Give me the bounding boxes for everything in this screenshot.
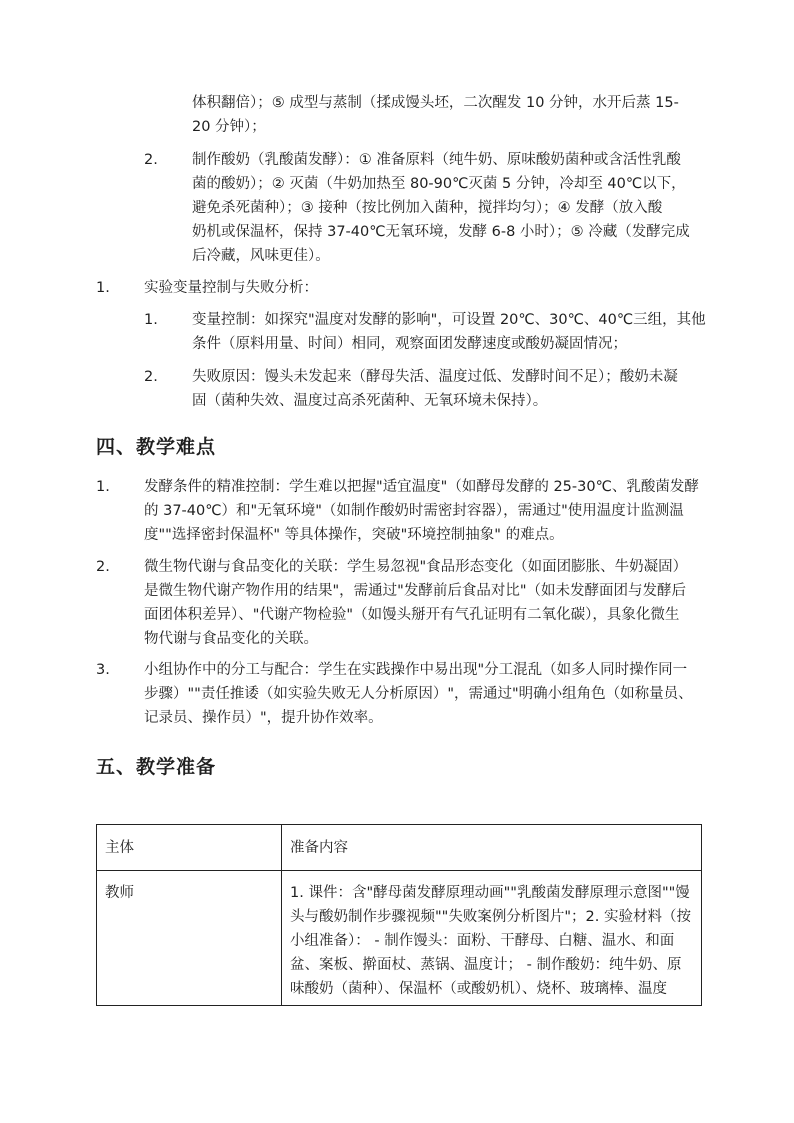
text-line: 发酵条件的精准控制：学生难以把握"适宜温度"（如酵母发酵的 25-30℃、乳酸菌发酵 bbox=[144, 479, 699, 495]
text-line: 微生物代谢与食品变化的关联：学生易忽视"食品形态变化（如面团膨胀、牛奶凝固） bbox=[144, 559, 688, 575]
text-line: 固（菌种失效、温度过高杀死菌种、无氧环境未保持）。 bbox=[192, 393, 548, 409]
table-cell-content bbox=[282, 871, 702, 1006]
text-line: 味酸奶（菌种）、保温杯（或酸奶机）、烧杯、玻璃棒、温度 bbox=[290, 981, 667, 997]
list-item-yogurt bbox=[192, 148, 712, 268]
table-header-cell: 主体 bbox=[97, 825, 282, 871]
text-line: 面团体积差异）、"代谢产物检验"（如馒头掰开有气孔证明有二氧化碳），具象化微生 bbox=[144, 607, 680, 623]
list-number: 2. bbox=[144, 152, 158, 168]
list-number: 1. bbox=[96, 479, 110, 495]
list-item-failure-reasons bbox=[192, 365, 712, 413]
table-header-row bbox=[97, 825, 702, 871]
table-row bbox=[97, 871, 702, 1006]
text-line: 盆、案板、擀面杖、蒸锅、温度计； - 制作酸奶：纯牛奶、原 bbox=[290, 957, 682, 973]
text-line: 物代谢与食品变化的关联。 bbox=[144, 631, 318, 647]
list-item-variable-control bbox=[192, 308, 712, 356]
text-line: 体积翻倍）；⑤ 成型与蒸制（揉成馒头坯，二次醒发 10 分钟，水开后蒸 15- bbox=[192, 95, 679, 111]
list-number: 3. bbox=[96, 662, 110, 678]
text-line: 变量控制：如探究"温度对发酵的影响"，可设置 20℃、30℃、40℃三组，其他 bbox=[192, 312, 706, 328]
step-continuation bbox=[192, 91, 712, 139]
section-heading: 四、教学难点 bbox=[96, 436, 217, 458]
list-number: 2. bbox=[96, 559, 110, 575]
text-line: 避免杀死菌种）；③ 接种（按比例加入菌种，搅拌均匀）；④ 发酵（放入酸 bbox=[192, 200, 663, 216]
text-line: 后冷藏，风味更佳）。 bbox=[192, 248, 330, 264]
text-line: 小组协作中的分工与配合：学生在实践操作中易出现"分工混乱（如多人同时操作同一 bbox=[144, 662, 688, 678]
list-number: 2. bbox=[144, 369, 158, 385]
list-item-difficulty-1 bbox=[144, 475, 714, 547]
list-number: 1. bbox=[96, 280, 110, 296]
text-line: 条件（原料用量、时间）相同，观察面团发酵速度或酸奶凝固情况； bbox=[192, 336, 627, 352]
table-header-cell: 准备内容 bbox=[282, 825, 702, 871]
text-line: 20 分钟）； bbox=[192, 119, 266, 135]
subsection-title: 实验变量控制与失败分析： bbox=[144, 280, 318, 296]
text-line: 度""选择密封保温杯" 等具体操作，突破"环境控制抽象" 的难点。 bbox=[144, 527, 564, 543]
list-item-difficulty-2 bbox=[144, 555, 714, 651]
text-line: 1. 课件：含"酵母菌发酵原理动画""乳酸菌发酵原理示意图""馒 bbox=[290, 885, 690, 901]
text-line: 记录员、操作员）"，提升协作效率。 bbox=[144, 710, 383, 726]
list-item-difficulty-3 bbox=[144, 658, 714, 730]
text-line: 奶机或保温杯，保持 37-40℃无氧环境，发酵 6-8 小时）；⑤ 冷藏（发酵完成 bbox=[192, 224, 690, 240]
text-line: 菌的酸奶）；② 灭菌（牛奶加热至 80-90℃灭菌 5 分钟，冷却至 40℃以下， bbox=[192, 176, 686, 192]
text-line: 的 37-40℃）和"无氧环境"（如制作酸奶时需密封容器），需通过"使用温度计监测温 bbox=[144, 503, 684, 519]
preparation-table bbox=[96, 824, 702, 1006]
list-number: 1. bbox=[144, 312, 158, 328]
text-line: 失败原因：馒头未发起来（酵母失活、温度过低、发酵时间不足）；酸奶未凝 bbox=[192, 369, 678, 385]
text-line: 制作酸奶（乳酸菌发酵）：① 准备原料（纯牛奶、原味酸奶菌种或含活性乳酸 bbox=[192, 152, 681, 168]
section-heading: 五、教学准备 bbox=[96, 756, 217, 778]
text-line: 小组准备）： - 制作馒头：面粉、干酵母、白糖、温水、和面 bbox=[290, 933, 675, 949]
table-cell-subject: 教师 bbox=[97, 871, 282, 1006]
text-line: 步骤）""责任推诿（如实验失败无人分析原因）"，需通过"明确小组角色（如称量员、 bbox=[144, 686, 693, 702]
text-line: 头与酸奶制作步骤视频""失败案例分析图片"；2. 实验材料（按 bbox=[290, 909, 691, 925]
text-line: 是微生物代谢产物作用的结果"，需通过"发酵前后食品对比"（如未发酵面团与发酵后 bbox=[144, 583, 687, 599]
